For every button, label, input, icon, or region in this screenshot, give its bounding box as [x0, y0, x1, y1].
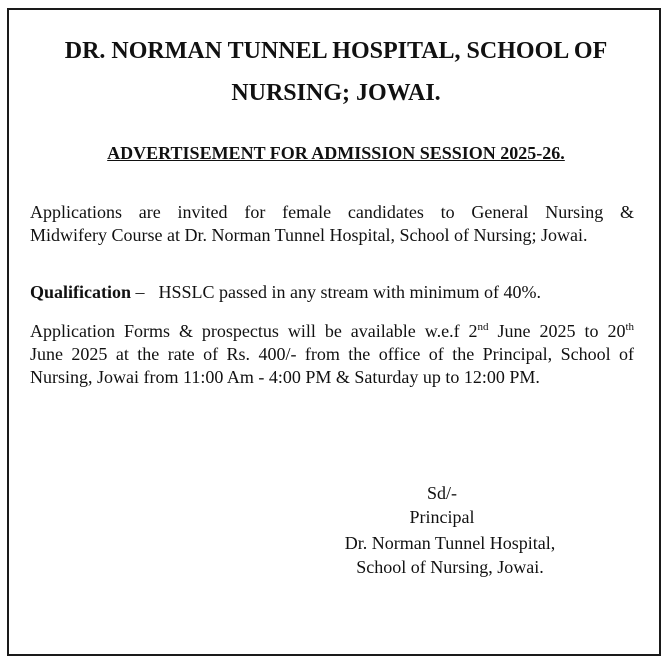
signature-designation: Principal	[409, 507, 475, 527]
forms-line2: June 2025 at the rate of Rs. 400/- from the office of the Principal, School of	[30, 344, 634, 364]
forms-part2: June 2025 to 20	[488, 321, 626, 341]
signature-org-line2: School of Nursing, Jowai.	[356, 557, 544, 577]
intro-paragraph	[30, 201, 634, 247]
advertisement-heading: ADVERTISEMENT FOR ADMISSION SESSION 2025-26.	[107, 143, 565, 163]
qualification-label: Qualification	[30, 282, 132, 302]
forms-line1	[30, 320, 634, 343]
intro-line2: Midwifery Course at Dr. Norman Tunnel Hospital, School of Nursing; Jowai.	[30, 225, 588, 245]
intro-line1: Applications are invited for female candidates to General Nursing &	[30, 202, 634, 222]
qualification-text: HSSLC passed in any stream with minimum of 40%.	[158, 282, 541, 302]
signature-sd: Sd/-	[426, 483, 457, 503]
forms-paragraph	[30, 320, 634, 389]
page-title-line1: DR. NORMAN TUNNEL HOSPITAL, SCHOOL OF	[64, 38, 608, 64]
forms-line3: Nursing, Jowai from 11:00 Am - 4:00 PM & Saturday up to 12:00 PM.	[30, 367, 540, 387]
qualification-dash: –	[131, 282, 145, 302]
page-title-line2: NURSING; JOWAI.	[231, 80, 441, 106]
forms-sup1: nd	[477, 321, 489, 333]
forms-part1: Application Forms & prospectus will be available w.e.f 2	[30, 321, 478, 341]
forms-sup2: th	[625, 321, 635, 333]
qualification-paragraph	[30, 281, 634, 304]
signature-org-line1: Dr. Norman Tunnel Hospital,	[344, 533, 556, 553]
